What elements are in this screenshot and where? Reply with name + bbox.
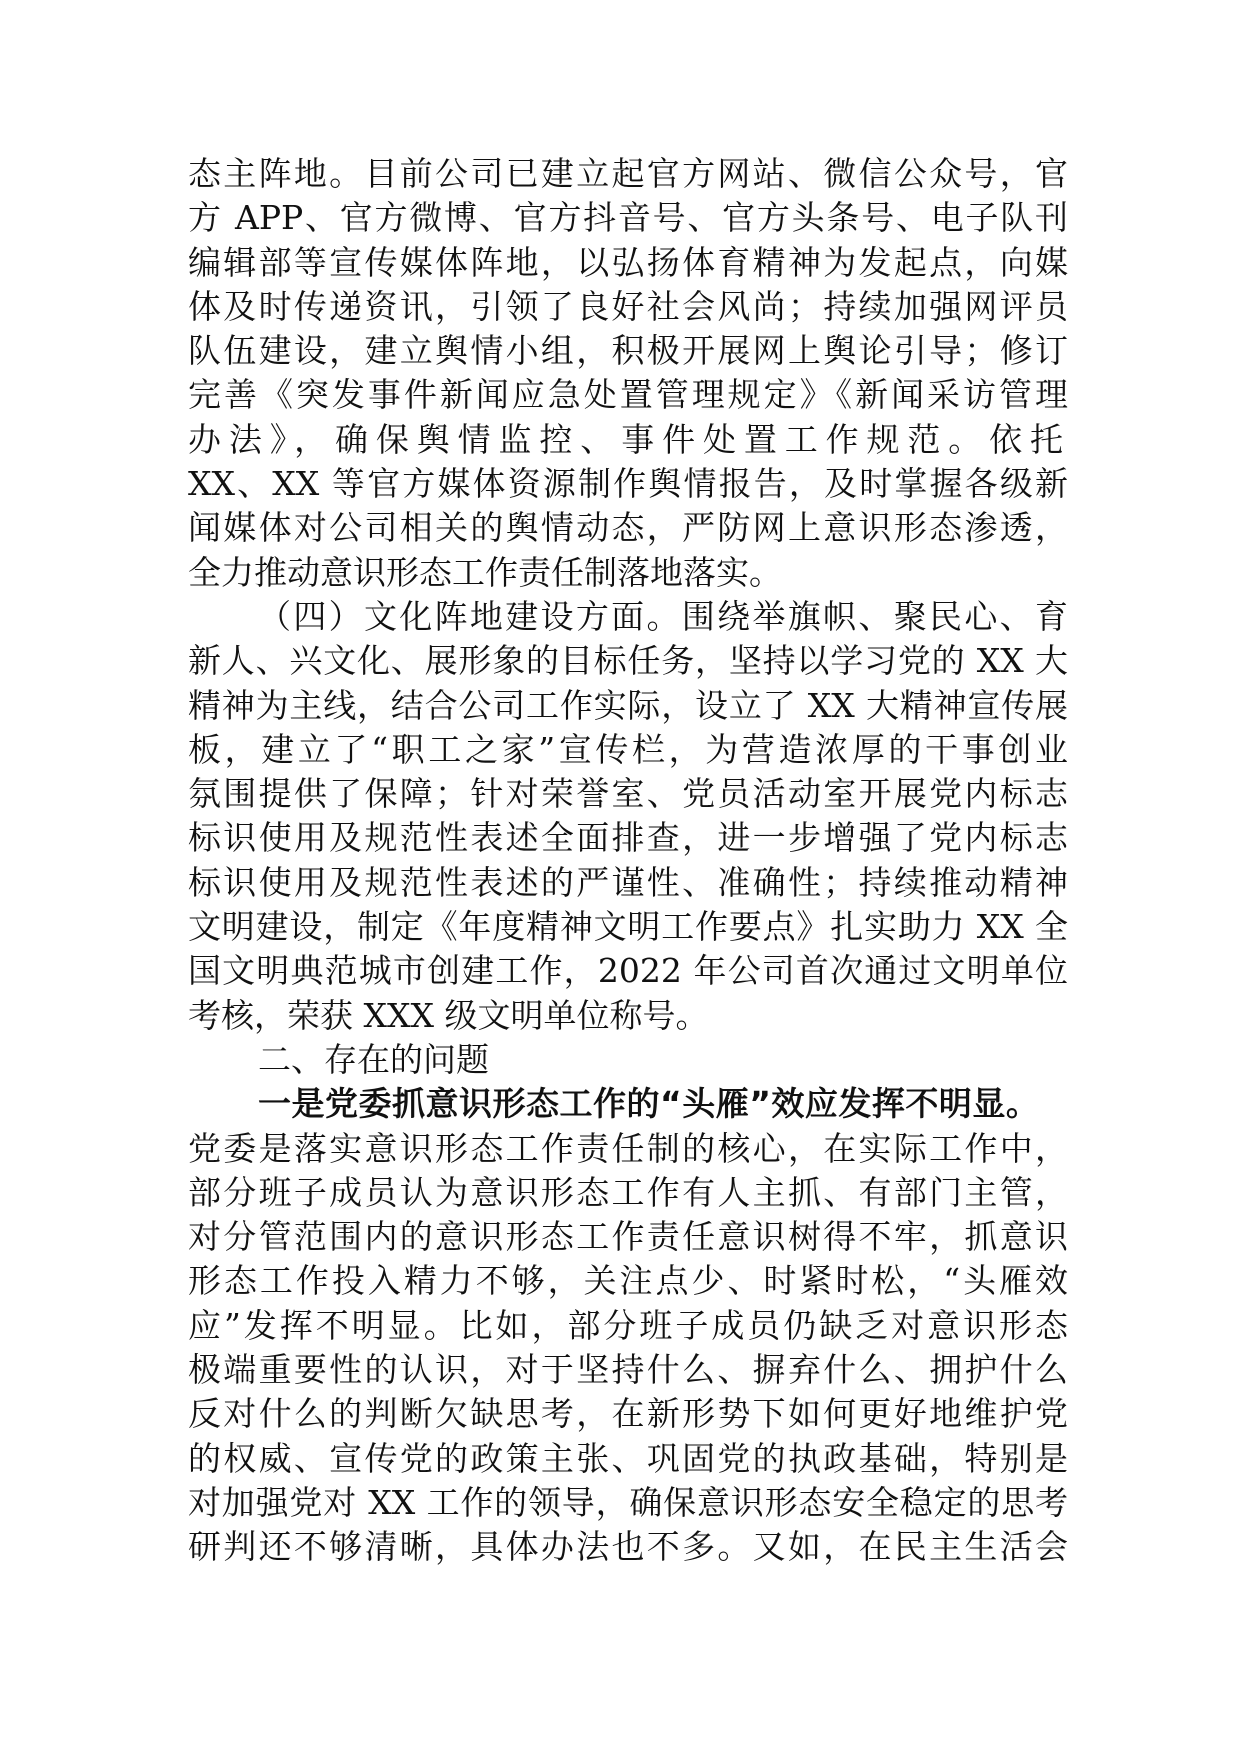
paragraph-party-committee: [188, 1127, 1068, 1570]
text-line: 闻媒体对公司相关的舆情动态，严防网上意识形态渗透，: [188, 508, 1068, 548]
text-line: 方 APP、官方微博、官方抖音号、官方头条号、电子队刊: [188, 198, 1068, 238]
text-line: 反对什么的判断欠缺思考，在新形势下如何更好地维护党: [188, 1394, 1068, 1434]
text-line: 编辑部等宣传媒体阵地，以弘扬体育精神为发起点，向媒: [188, 242, 1068, 282]
text-line: 对加强党对 XX 工作的领导，确保意识形态安全稳定的思考: [188, 1482, 1068, 1522]
text-line: 考核，荣获 XXX 级文明单位称号。: [188, 995, 709, 1035]
text-line: 完善《突发事件新闻应急处置管理规定》《新闻采访管理: [188, 375, 1068, 415]
text-line: 体及时传递资讯，引领了良好社会风尚；持续加强网评员: [188, 286, 1068, 326]
text-line: 形态工作投入精力不够，关注点少、时紧时松，“头雁效: [188, 1261, 1068, 1301]
text-line: 氛围提供了保障；针对荣誉室、党员活动室开展党内标志: [188, 774, 1068, 814]
document-body: [188, 152, 1068, 1570]
section-heading: 二、存在的问题: [258, 1039, 489, 1079]
text-line: 板，建立了“职工之家”宣传栏，为营造浓厚的干事创业: [188, 729, 1068, 769]
text-line: 国文明典范城市创建工作，2022 年公司首次通过文明单位: [188, 951, 1068, 991]
text-line: 办法》，确保舆情监控、事件处置工作规范。依托: [188, 419, 1068, 459]
text-line: 全力推动意识形态工作责任制落地落实。: [188, 552, 782, 592]
paragraph-cultural-front: [188, 595, 1068, 1038]
text-line: 新人、兴文化、展形象的目标任务，坚持以学习党的 XX 大: [188, 641, 1068, 681]
text-line: 党委是落实意识形态工作责任制的核心，在实际工作中，: [188, 1128, 1068, 1168]
text-line: 的权威、宣传党的政策主张、巩固党的执政基础，特别是: [188, 1438, 1068, 1478]
text-line: 极端重要性的认识，对于坚持什么、摒弃什么、拥护什么: [188, 1350, 1068, 1390]
text-line: XX、XX 等官方媒体资源制作舆情报告，及时掌握各级新: [188, 464, 1068, 504]
text-line: 标识使用及规范性表述全面排查，进一步增强了党内标志: [188, 818, 1068, 858]
bold-point-heading: 一是党委抓意识形态工作的“头雁”效应发挥不明显。: [258, 1084, 1040, 1124]
text-line: 队伍建设，建立舆情小组，积极开展网上舆论引导；修订: [188, 331, 1068, 371]
text-line: 精神为主线，结合公司工作实际，设立了 XX 大精神宣传展: [188, 685, 1068, 725]
text-line: 研判还不够清晰，具体办法也不多。又如，在民主生活会: [188, 1527, 1068, 1567]
text-line: 部分班子成员认为意识形态工作有人主抓、有部门主管，: [188, 1172, 1068, 1212]
text-line: 对分管范围内的意识形态工作责任意识树得不牢，抓意识: [188, 1217, 1068, 1257]
text-line: 文明建设，制定《年度精神文明工作要点》扎实助力 XX 全: [188, 907, 1068, 947]
text-line: 态主阵地。目前公司已建立起官方网站、微信公众号，官: [188, 154, 1068, 193]
text-line: 标识使用及规范性表述的严谨性、准确性；持续推动精神: [188, 862, 1068, 902]
paragraph-media-channels: [188, 152, 1068, 595]
paragraph-first-line: （四）文化阵地建设方面。围绕举旗帜、聚民心、育: [258, 596, 1068, 636]
text-line: 应”发挥不明显。比如，部分班子成员仍缺乏对意识形态: [188, 1305, 1068, 1345]
